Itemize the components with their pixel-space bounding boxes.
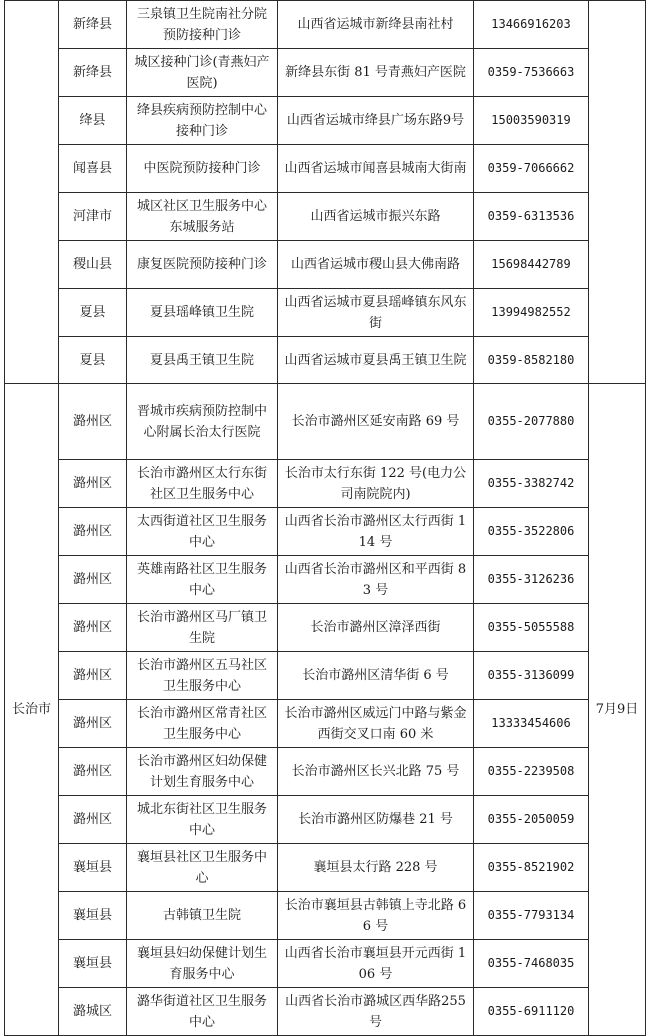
phone-cell: 0355-7468035 [474,940,589,988]
address-cell: 长治市潞州区防爆巷 21 号 [278,796,474,844]
county-cell: 夏县 [59,337,127,384]
clinic-name-cell: 长治市潞州区五马社区卫生服务中心 [127,652,278,700]
table-row [5,700,646,748]
county-cell: 潞城区 [59,988,127,1036]
city-cell [5,1,59,384]
table-row [5,97,646,145]
address-cell: 山西省长治市襄垣县开元西街 106 号 [278,940,474,988]
county-cell: 稷山县 [59,241,127,289]
county-cell: 河津市 [59,193,127,241]
phone-cell: 0355-3136099 [474,652,589,700]
date-cell [589,1,646,384]
county-cell: 潞州区 [59,796,127,844]
clinic-name-cell: 夏县禹王镇卫生院 [127,337,278,384]
county-cell: 襄垣县 [59,892,127,940]
address-cell: 山西省运城市闻喜县城南大街南 [278,145,474,193]
table-row [5,844,646,892]
table-row [5,748,646,796]
address-cell: 长治市潞州区长兴北路 75 号 [278,748,474,796]
address-cell: 山西省运城市振兴东路 [278,193,474,241]
address-cell: 山西省运城市夏县瑶峰镇东风东街 [278,289,474,337]
table-row [5,556,646,604]
address-cell: 长治市太行东街 122 号(电力公司南院院内) [278,460,474,508]
county-cell: 襄垣县 [59,940,127,988]
county-cell: 新绛县 [59,49,127,97]
table-row [5,796,646,844]
address-cell: 长治市潞州区延安南路 69 号 [278,384,474,460]
table-row [5,337,646,384]
phone-cell: 15003590319 [474,97,589,145]
address-cell: 长治市襄垣县古韩镇上寺北路 66 号 [278,892,474,940]
table-row [5,460,646,508]
phone-cell: 0355-6911120 [474,988,589,1036]
phone-cell: 0355-3382742 [474,460,589,508]
city-cell: 长治市 [5,384,59,1036]
address-cell: 山西省运城市稷山县大佛南路 [278,241,474,289]
clinic-name-cell: 长治市潞州区妇幼保健计划生育服务中心 [127,748,278,796]
address-cell: 长治市潞州区清华街 6 号 [278,652,474,700]
county-cell: 绛县 [59,97,127,145]
county-cell: 潞州区 [59,700,127,748]
clinic-name-cell: 三泉镇卫生院南社分院预防接种门诊 [127,1,278,49]
clinic-name-cell: 古韩镇卫生院 [127,892,278,940]
address-cell: 山西省运城市绛县广场东路9号 [278,97,474,145]
address-cell: 新绛县东街 81 号青燕妇产医院 [278,49,474,97]
clinic-name-cell: 城区接种门诊(青燕妇产医院) [127,49,278,97]
table-row [5,384,646,460]
county-cell: 潞州区 [59,460,127,508]
address-cell: 山西省长治市潞城区西华路255 号 [278,988,474,1036]
phone-cell: 0355-2050059 [474,796,589,844]
table-row [5,49,646,97]
county-cell: 潞州区 [59,556,127,604]
table-row [5,604,646,652]
phone-cell: 0359-6313536 [474,193,589,241]
county-cell: 襄垣县 [59,844,127,892]
clinic-name-cell: 绛县疾病预防控制中心接种门诊 [127,97,278,145]
table-row [5,652,646,700]
table-row [5,508,646,556]
county-cell: 潞州区 [59,508,127,556]
clinic-name-cell: 潞华街道社区卫生服务中心 [127,988,278,1036]
clinic-name-cell: 城北东街社区卫生服务中心 [127,796,278,844]
date-cell: 7月9日 [589,384,646,1036]
phone-cell: 13333454606 [474,700,589,748]
vaccination-clinic-table [4,0,646,1036]
phone-cell: 0355-3126236 [474,556,589,604]
table-row [5,1,646,49]
clinic-name-cell: 康复医院预防接种门诊 [127,241,278,289]
county-cell: 潞州区 [59,652,127,700]
clinic-name-cell: 长治市潞州区常青社区卫生服务中心 [127,700,278,748]
phone-cell: 0359-7066662 [474,145,589,193]
phone-cell: 0355-8521902 [474,844,589,892]
clinic-name-cell: 襄垣县社区卫生服务中心 [127,844,278,892]
phone-cell: 0355-5055588 [474,604,589,652]
address-cell: 山西省长治市潞州区和平西街 83 号 [278,556,474,604]
address-cell: 山西省长治市潞州区太行西街 114 号 [278,508,474,556]
clinic-name-cell: 襄垣县妇幼保健计划生育服务中心 [127,940,278,988]
phone-cell: 0355-3522806 [474,508,589,556]
address-cell: 长治市潞州区漳泽西街 [278,604,474,652]
table-row [5,193,646,241]
clinic-name-cell: 长治市潞州区太行东街社区卫生服务中心 [127,460,278,508]
table-row [5,241,646,289]
clinic-name-cell: 城区社区卫生服务中心东城服务站 [127,193,278,241]
clinic-name-cell: 夏县瑶峰镇卫生院 [127,289,278,337]
address-cell: 山西省运城市新绛县南社村 [278,1,474,49]
clinic-name-cell: 中医院预防接种门诊 [127,145,278,193]
phone-cell: 13466916203 [474,1,589,49]
county-cell: 潞州区 [59,604,127,652]
county-cell: 潞州区 [59,384,127,460]
phone-cell: 0359-7536663 [474,49,589,97]
phone-cell: 0359-8582180 [474,337,589,384]
clinic-name-cell: 太西街道社区卫生服务中心 [127,508,278,556]
table-row [5,988,646,1036]
county-cell: 闻喜县 [59,145,127,193]
phone-cell: 15698442789 [474,241,589,289]
table-row [5,892,646,940]
table-body [5,1,646,1036]
address-cell: 山西省运城市夏县禹王镇卫生院 [278,337,474,384]
phone-cell: 0355-7793134 [474,892,589,940]
table-row [5,289,646,337]
phone-cell: 0355-2077880 [474,384,589,460]
table-row [5,145,646,193]
clinic-name-cell: 长治市潞州区马厂镇卫生院 [127,604,278,652]
county-cell: 夏县 [59,289,127,337]
clinic-name-cell: 晋城市疾病预防控制中心附属长治太行医院 [127,384,278,460]
phone-cell: 0355-2239508 [474,748,589,796]
clinic-name-cell: 英雄南路社区卫生服务中心 [127,556,278,604]
county-cell: 潞州区 [59,748,127,796]
phone-cell: 13994982552 [474,289,589,337]
address-cell: 长治市潞州区威远门中路与紫金西街交叉口南 60 米 [278,700,474,748]
address-cell: 襄垣县太行路 228 号 [278,844,474,892]
county-cell: 新绛县 [59,1,127,49]
table-row [5,940,646,988]
